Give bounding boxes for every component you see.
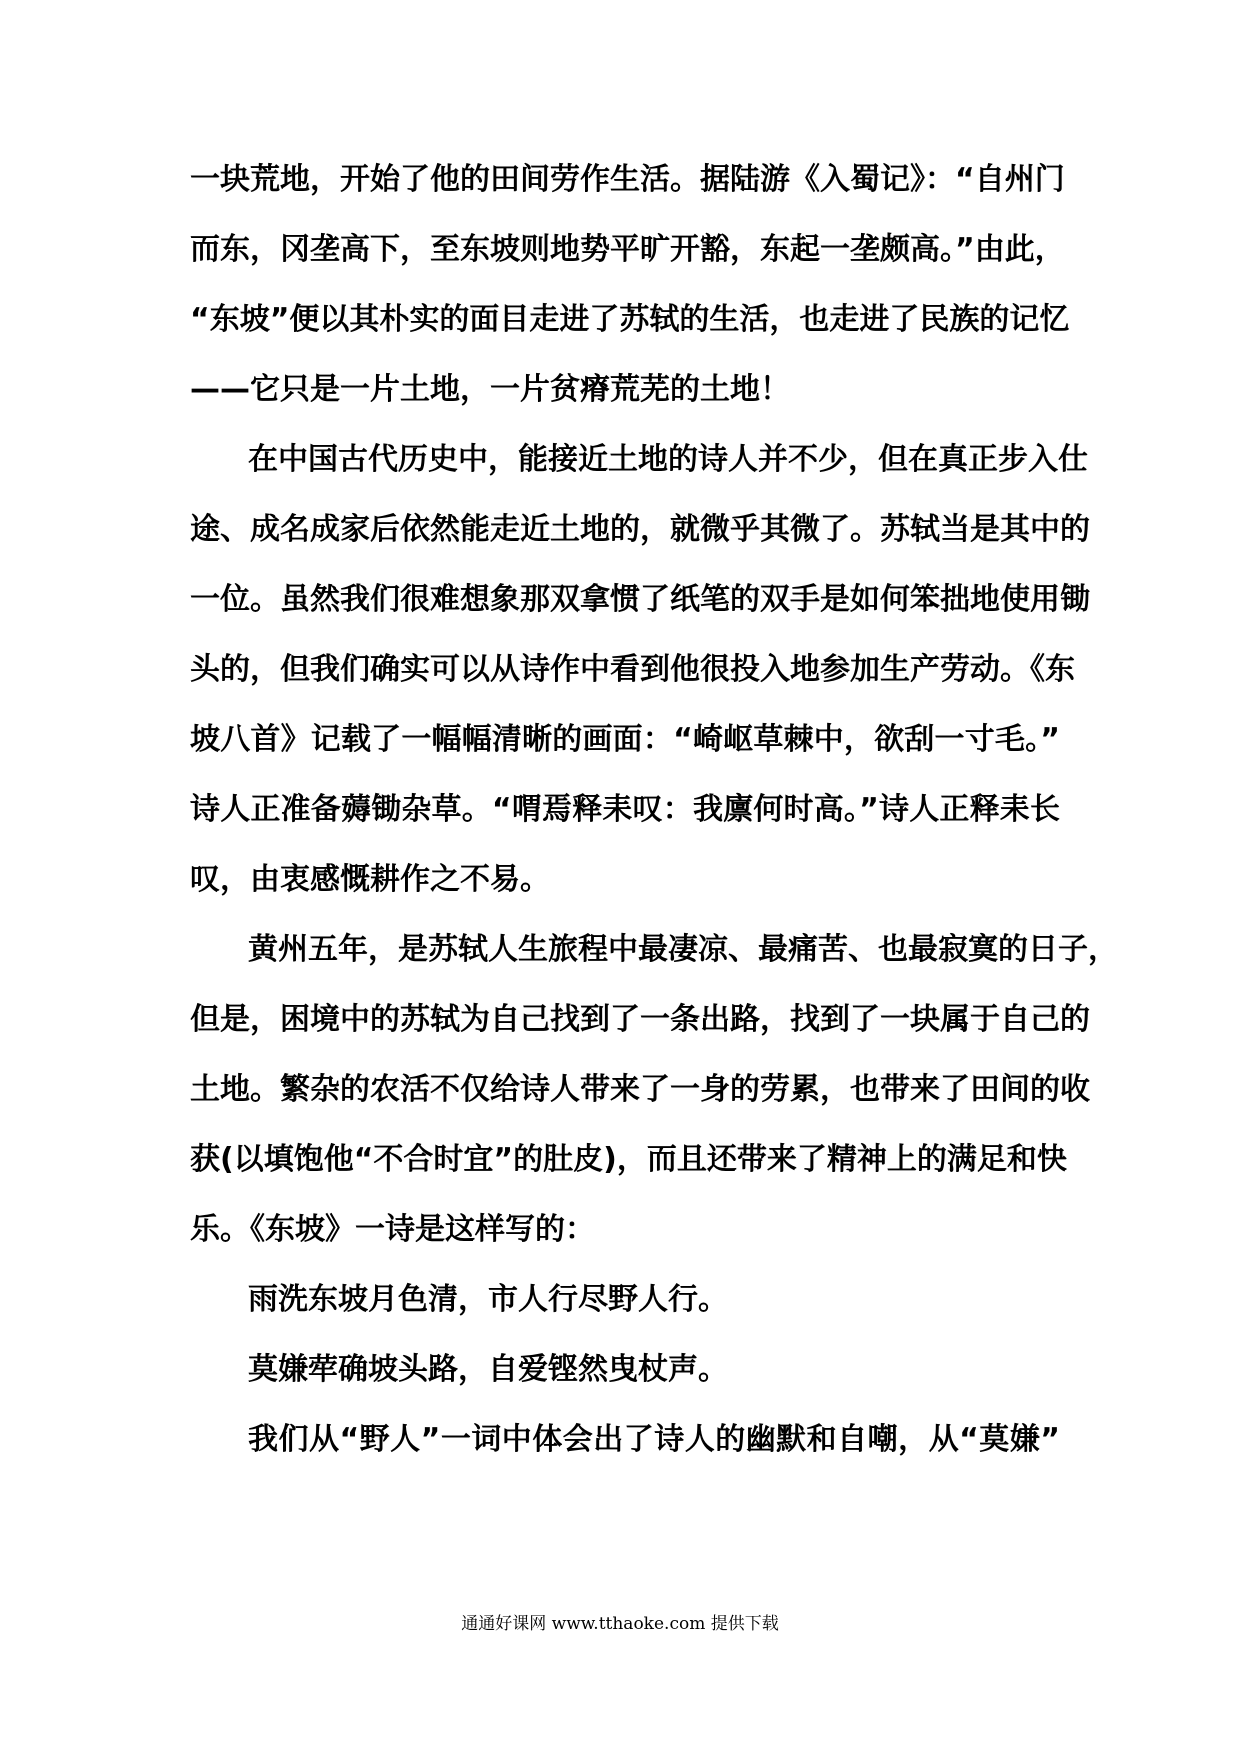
text-line-10: 诗人正准备薅锄杂草。“喟焉释耒叹：我廪何时高。”诗人正释耒长 — [190, 792, 1060, 827]
text-line-8: 头的，但我们确实可以从诗作中看到他很投入地参加生产劳动。《东 — [190, 652, 1075, 687]
text-line-13: 但是，困境中的苏轼为自己找到了一条出路，找到了一块属于自己的 — [190, 1002, 1090, 1037]
text-line-12: 黄州五年，是苏轼人生旅程中最凄凉、最痛苦、也最寂寞的日子， — [248, 932, 1118, 967]
poem-line-1: 雨洗东坡月色清，市人行尽野人行。 — [248, 1282, 728, 1317]
text-line-2: 而东，冈垄高下，至东坡则地势平旷开豁，东起一垄颇高。”由此， — [190, 232, 1065, 267]
text-line-16: 乐。《东坡》一诗是这样写的： — [190, 1212, 595, 1247]
text-line-4: ——它只是一片土地，一片贫瘠荒芜的土地！ — [190, 372, 790, 407]
text-line-15: 获(以填饱他“不合时宜”的肚皮)，而且还带来了精神上的满足和快 — [190, 1142, 1067, 1177]
poem-line-2: 莫嫌荦确坡头路，自爱铿然曳杖声。 — [248, 1352, 728, 1387]
text-line-5: 在中国古代历史中，能接近土地的诗人并不少，但在真正步入仕 — [248, 442, 1088, 477]
text-line-7: 一位。虽然我们很难想象那双拿惯了纸笔的双手是如何笨拙地使用锄 — [190, 582, 1090, 617]
text-line-11: 叹，由衷感慨耕作之不易。 — [190, 862, 550, 897]
text-line-19: 我们从“野人”一词中体会出了诗人的幽默和自嘲，从“莫嫌” — [248, 1422, 1060, 1457]
text-line-3: “东坡”便以其朴实的面目走进了苏轼的生活，也走进了民族的记忆 — [190, 302, 1070, 337]
text-line-14: 土地。繁杂的农活不仅给诗人带来了一身的劳累，也带来了田间的收 — [190, 1072, 1090, 1107]
page-footer: 通通好课网 www.tthaoke.com 提供下载 — [461, 1614, 779, 1634]
text-line-1: 一块荒地，开始了他的田间劳作生活。据陆游《入蜀记》：“自州门 — [190, 162, 1065, 197]
text-line-6: 途、成名成家后依然能走近土地的，就微乎其微了。苏轼当是其中的 — [190, 512, 1090, 547]
text-line-9: 坡八首》记载了一幅幅清晰的画面：“崎岖草棘中，欲刮一寸毛。” — [190, 722, 1060, 757]
